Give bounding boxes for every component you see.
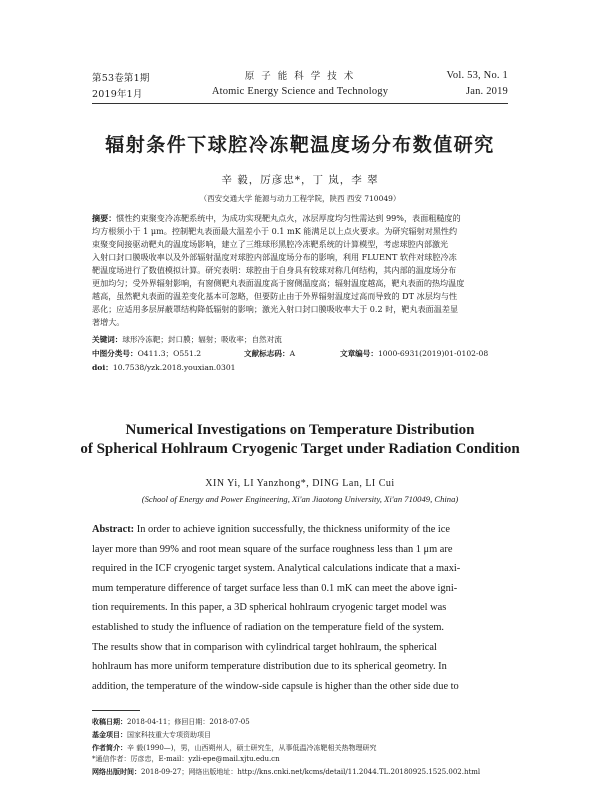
abstract-en-line: layer more than 99% and root mean square of the surface roughness less than 1 μm are [92, 543, 453, 555]
abstract-cn [92, 212, 512, 329]
abstract-en-line: addition, the temperature of the window-side capsule is higher than the other side due to [92, 680, 459, 692]
abstract-en-line: The results show that in comparison with cylindrical target hohlraum, the spherical [92, 641, 437, 653]
header-date-en: Jan. 2019 [465, 86, 508, 97]
keywords-cn-label: 关键词： [92, 335, 123, 344]
abstract-en-line: required in the ICF cryogenic target system. Analytical calculations indicate that a maxi- [92, 563, 461, 575]
article-number-label: 文章编号： [340, 349, 378, 358]
fund-label: 基金项目： [92, 729, 127, 739]
footnote-rule [92, 710, 140, 711]
journal-name-en: Atomic Energy Science and Technology [211, 86, 389, 97]
journal-name-cn: 原 子 能 科 学 技 术 [244, 71, 356, 82]
abstract-cn-label: 摘要： [92, 213, 117, 223]
authors-en: XIN Yi, LI Yanzhong*, DING Lan, LI Cui [205, 478, 395, 489]
abstract-cn-line: 惯性约束聚变冷冻靶系统中，为成功实现靶丸点火，冰层厚度均匀性需达到 99%，表面粗糙度的 [116, 213, 461, 223]
abstract-cn-line: 束聚变间接驱动靶丸的温度场影响，建立了三维球形黑腔冷冻靶系统的计算模型，考虑球腔内部激光 [92, 239, 449, 249]
clc-number [92, 348, 201, 359]
document-code [244, 348, 295, 359]
header-volume: 第53卷第1期 [92, 73, 150, 84]
footnotes [92, 716, 480, 779]
article-number [340, 348, 488, 359]
keywords-cn [92, 334, 282, 345]
header-rule [92, 103, 508, 104]
header-date: 2019年1月 [92, 89, 143, 100]
abstract-en-line: In order to achieve ignition successfully, the thickness uniformity of the ice [136, 524, 451, 535]
page-title-en-line1: Numerical Investigations on Temperature Distribution [125, 422, 475, 438]
doi-label: doi： [92, 363, 113, 372]
author-value: 辛 毅(1990—)，男，山西朔州人，硕士研究生，从事低温冷冻靶相关热物理研究 [127, 743, 377, 752]
doi [92, 362, 236, 373]
footnote-received [92, 716, 480, 729]
fund-value: 国家科技重大专项资助项目 [127, 730, 211, 739]
clc-value: O411.3；O551.2 [137, 349, 202, 358]
clc-label: 中图分类号： [92, 349, 138, 358]
footnote-author [92, 742, 480, 755]
document-code-label: 文献标志码： [244, 349, 290, 358]
abstract-cn-line: 越高，虽然靶丸表面的温差变化基本可忽略，但要防止由于外界辐射温度过高而导致的 DT 冰层均与性 [92, 291, 458, 301]
corr-label: *通信作者： [92, 755, 131, 764]
footnote-online [92, 766, 480, 779]
abstract-cn-line: 恶化；应适用多层屏蔽罩结构降低辐射的影响；激光入射口封口膜吸收率大于 0.2 时，靶丸表面温差显 [92, 304, 459, 314]
received-value: 2018-04-11；修回日期：2018-07-05 [127, 718, 250, 726]
abstract-cn-line: 更加均匀；受外界辐射影响，有窗侧靶丸表面温度高于窗侧温度高；辐射温度越高，靶丸表面的热均温度 [92, 278, 465, 288]
footnote-fund [92, 729, 480, 742]
abstract-cn-line: 入射口封口膜吸收率以及外部辐射温度对球腔内部温度场分布的影响，利用 FLUENT 软件对球腔冷冻 [92, 252, 457, 262]
abstract-en-line: hohlraum has more uniform temperature distribution due to its spherical geometry. In [92, 661, 447, 673]
header-volume-en: Vol. 53, No. 1 [446, 70, 508, 81]
doi-value: 10.7538/yzk.2018.youxian.0301 [112, 363, 236, 372]
abstract-en-line: tion requirements. In this paper, a 3D spherical hohlraum cryogenic target model was [92, 602, 447, 614]
online-value: 2018-09-27；网络出版地址：http://kns.cnki.net/kcms/detail/11.2044.TL.20180925.1525.002.html [141, 768, 481, 777]
online-label: 网络出版时间： [92, 767, 141, 777]
abstract-cn-line: 均方根须小于 1 μm。控制靶丸表面最大温差小于 0.1 mK 能满足以上点火要求。为研究辐射对黑性约 [92, 226, 458, 236]
document-code-value: A [289, 349, 296, 358]
abstract-cn-line: 靶温度场进行了数值模拟计算。研究表明：球腔由于自身具有较球对称几何结构，其内部的温度场分布 [92, 265, 457, 275]
abstract-cn-line: 著增大。 [92, 317, 125, 327]
abstract-en-line: established to study the influence of radiation on the temperature field of the system. [92, 621, 445, 633]
author-label: 作者简介： [92, 742, 127, 752]
abstract-en-line: mum temperature difference of target surface less than 0.1 mK can meet the above igni- [92, 582, 458, 594]
authors-cn: 辛 毅，厉彦忠*，丁 岚，李 翠 [221, 174, 379, 186]
article-number-value: 1000-6931(2019)01-0102-08 [377, 349, 489, 358]
footnote-correspondence [92, 754, 480, 766]
affiliation-cn: （西安交通大学 能源与动力工程学院，陕西 西安 710049） [199, 194, 401, 203]
affiliation-en: (School of Energy and Power Engineering, Xi'an Jiaotong University, Xi'an 710049, China) [141, 494, 459, 504]
keywords-cn-value: 球形冷冻靶；封口膜；辐射；吸收率；自然对流 [122, 335, 282, 344]
abstract-en-label: Abstract: [92, 524, 135, 535]
corr-value: 厉彦忠，E-mail：yzli-epe@mail.xjtu.edu.cn [130, 755, 280, 764]
page-title-cn: 辐射条件下球腔冷冻靶温度场分布数值研究 [105, 134, 495, 156]
received-label: 收稿日期： [92, 717, 127, 726]
abstract-en [92, 520, 512, 696]
page-title-en-line2: of Spherical Hohlraum Cryogenic Target under Radiation Condition [80, 441, 520, 457]
